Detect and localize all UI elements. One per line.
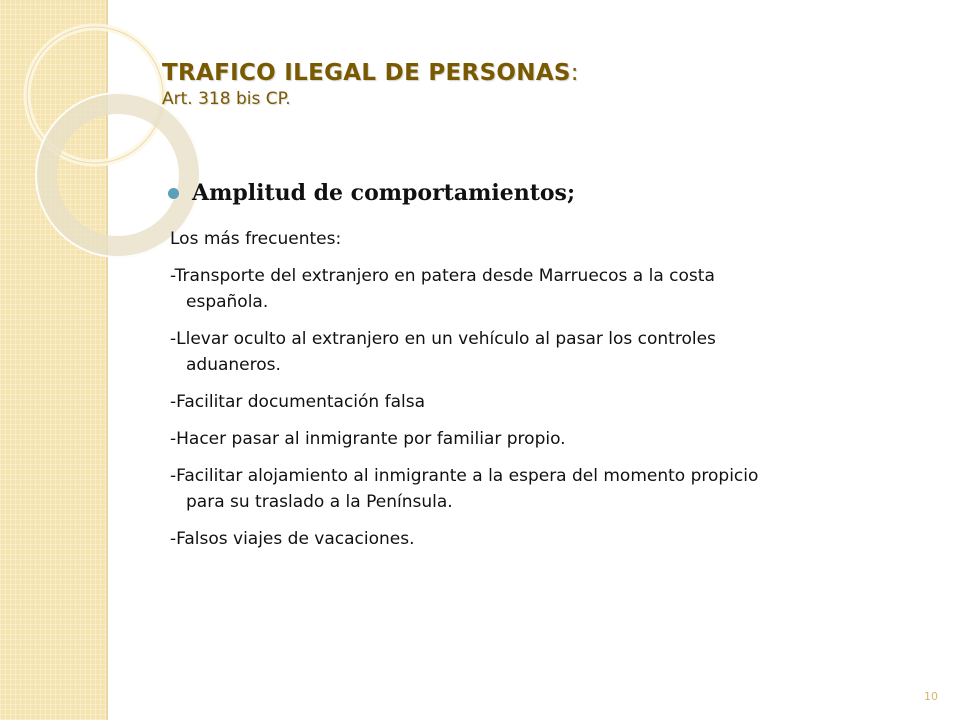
- intro-line: Los más frecuentes:: [170, 229, 342, 249]
- list-item: [170, 326, 930, 378]
- list-item: [170, 463, 930, 515]
- list-item: [170, 526, 930, 552]
- list-item: [170, 426, 930, 452]
- list-item-text: -Falsos viajes de vacaciones.: [170, 529, 415, 549]
- heading-text: Amplitud de comportamientos;: [192, 180, 576, 206]
- body-text: [170, 226, 930, 563]
- subtitle: Art. 318 bis CP.: [162, 89, 291, 109]
- list-item-text: -Hacer pasar al inmigrante por familiar propio.: [170, 429, 566, 449]
- list-item-text: para su traslado a la Península.: [186, 492, 453, 512]
- list-item-text: española.: [186, 292, 269, 312]
- bullet-dot-icon: [168, 188, 179, 199]
- list-item-text: -Llevar oculto al extranjero en un vehículo al pasar los controles: [170, 329, 716, 349]
- title-colon: :: [570, 60, 579, 86]
- list-item: [170, 263, 930, 315]
- section-heading: [168, 180, 575, 206]
- title-text: TRAFICO ILEGAL DE PERSONAS: [162, 60, 571, 86]
- page-number: 10: [924, 690, 938, 703]
- list-item-text: -Facilitar documentación falsa: [170, 392, 425, 412]
- list-item-text: aduaneros.: [186, 355, 281, 375]
- list-item-text: -Facilitar alojamiento al inmigrante a la espera del momento propicio: [170, 466, 759, 486]
- list-item: [170, 389, 930, 415]
- slide-title: [162, 58, 579, 110]
- list-item-text: -Transporte del extranjero en patera desde Marruecos a la costa: [170, 266, 715, 286]
